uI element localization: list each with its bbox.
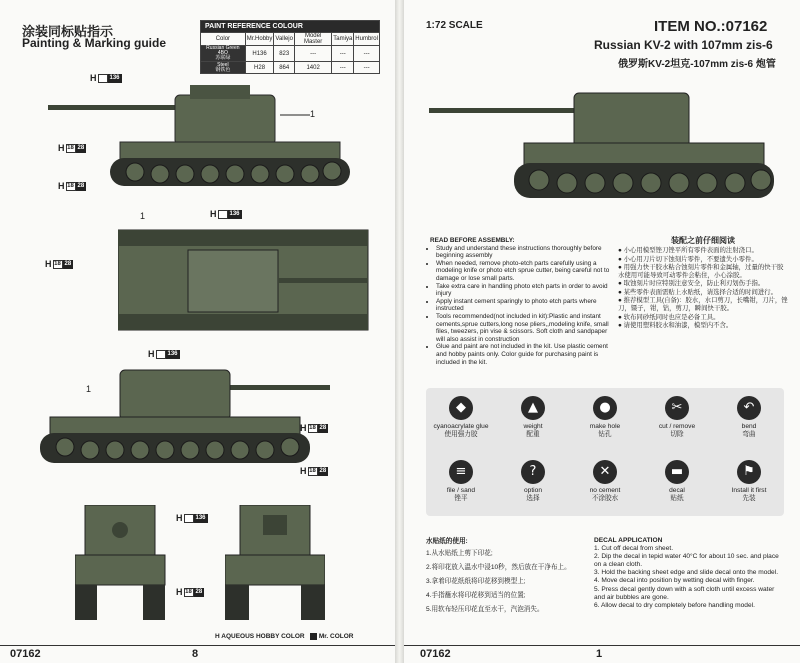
paint-code-cell: H28 (245, 62, 274, 74)
tank-box-art (429, 88, 779, 213)
decal-cn-step: 5.用软布轻压印花直至水干，汽泡消失。 (426, 606, 544, 613)
callout-h18-28: H 18 28 (300, 423, 327, 433)
paint-humbrol-cell: --- (354, 62, 380, 74)
decal-cn-title: 水贴纸的使用: (426, 538, 468, 545)
tank-side-view-left (40, 365, 340, 475)
decal-en-step: 6. Allow decal to dry completely before handling model. (594, 601, 755, 609)
item-number: 07162 (10, 648, 41, 660)
paint-header: Humbrol (354, 33, 380, 46)
callout-h136: H 136 (90, 73, 120, 83)
file-sand-icon: ≡ file / sand 锉平 (426, 460, 496, 503)
read-cn-item: ● 用强力快干胶水粘合蚀刻片零件和金属轴，过量的快干胶水使用可能导致可动零件会粘住，小心涂胶。 (618, 263, 784, 280)
paint-name-cell: Russian Green 4BO 苏联绿 (201, 46, 246, 62)
paint-name-cell: Steel 钢铁色 (201, 62, 246, 74)
tank-rear-view (225, 505, 325, 623)
callout-h18-28-b: H 18 28 (58, 181, 85, 191)
page-number: 8 (192, 648, 199, 660)
read-cn-item: ● 请使用塑料胶水和油漆，模型内不含。 (618, 321, 733, 329)
page-gutter (395, 0, 404, 663)
paint-humbrol-cell: --- (354, 46, 380, 62)
callout-h136: H 136 (176, 513, 206, 523)
painting-title-en: Painting & Marking guide (22, 36, 167, 50)
decal-cn-step: 3.拿着印花纸纸将印花移到模型上; (426, 578, 526, 585)
read-item: • Take extra care in handling photo etch parts in order to avoid injury (436, 283, 615, 298)
decal-en-step: 1. Cut off decal from sheet. (594, 545, 674, 553)
paint-mm-cell: 1402 (294, 62, 331, 74)
decal-instructions-en (594, 537, 786, 610)
callout-one: 1 (140, 211, 146, 221)
decal-cn-step: 4.手指蘸水将印花移到适当的位置; (426, 592, 526, 599)
bend-icon: ↶ bend 弯曲 (714, 396, 784, 439)
item-number-title: ITEM NO.:07162 (654, 18, 768, 35)
read-item: • Tools recommended(not included in kit):Plastic and instant cements,sprue cutters,long nose pliers,,modeling knife, small files, tweezers, pin vise & scissors. Soft cloth and sandpaper will also assist in construction (436, 313, 615, 343)
read-item: • Apply instant cement sparingly to photo etch parts where instructed (436, 298, 615, 313)
paint-code-cell: H136 (245, 46, 274, 62)
paint-mm-cell: --- (294, 46, 331, 62)
read-cn-item: ● 取蚀刻片时应特别注意安全，防止利刃划伤手指。 (618, 280, 765, 288)
read-item: • When needed, remove photo-etch parts carefully using a modeling knife or photo etch sprue cutter, being careful not to damage or lose small parts. (436, 260, 615, 283)
callout-h18-28: H 18 28 (58, 143, 85, 153)
callout-h136: H 136 (210, 209, 240, 219)
install-first-icon: ⚑ Install it first 先装 (714, 460, 784, 503)
make-hole-icon: ● make hole 钻孔 (570, 396, 640, 439)
page-number: 1 (596, 648, 603, 660)
footer-rule (404, 645, 800, 646)
paint-vallejo-cell: 864 (274, 62, 295, 74)
read-cn-item: ● 推荐模型工具(自备)：胶水，水口剪刀，长嘴钳，刀片，锉刀，镊子，钳，钻，剪刀，瞬间快干胶。 (618, 297, 788, 313)
read-cn-item: ● 某些零件表面需贴上水贴纸，请选择合适的时间进行。 (618, 288, 778, 296)
symbol-legend-panel (426, 388, 784, 516)
decal-instructions-cn (426, 537, 586, 614)
tank-top-view (118, 220, 378, 340)
item-number: 07162 (420, 648, 451, 660)
decal-cn-step: 1.从水贴纸上剪下印花; (426, 550, 493, 557)
paint-tamiya-cell: --- (332, 62, 354, 74)
decal-en-step: 5. Press decal gently down with a soft cloth until excess water and air bubbles are gone. (594, 585, 775, 601)
cut-remove-icon: ✂ cut / remove 切除 (642, 396, 712, 439)
tank-side-view-right (40, 70, 360, 195)
read-cn-item: ● 软布同砂纸同时也应是必备工具。 (618, 313, 720, 321)
decal-icon: ▬ decal 贴纸 (642, 460, 712, 503)
callout-h18-28: H 18 28 (45, 259, 72, 269)
read-before-assembly-cn (618, 237, 788, 330)
no-cement-icon: ✕ no cement 不涂胶水 (570, 460, 640, 503)
decal-en-step: 2. Dip the decal in tepid water 40°C for about 10 sec. and place on a clean cloth. (594, 553, 779, 569)
callout-h136: H 136 (148, 349, 178, 359)
read-title: READ BEFORE ASSEMBLY: (430, 237, 515, 244)
paint-header: Tamiya (332, 33, 354, 46)
option-icon: ? option 选择 (498, 460, 568, 503)
read-cn-item: ● 小心用模型锉刀锉平所有零件表面的注射浇口。 (618, 247, 758, 255)
tank-front-view (75, 505, 175, 623)
read-before-assembly-en (430, 237, 615, 366)
callout-h18-28-b: H 18 28 (300, 466, 327, 476)
weight-icon: ▲ weight 配重 (498, 396, 568, 439)
paint-header: Vallejo (274, 33, 295, 46)
decal-en-step: 4. Move decal into position by wetting decal with finger. (594, 577, 755, 585)
decal-en-step: 3. Hold the backing sheet edge and slide decal onto the model. (594, 569, 779, 577)
paint-table-title: PAINT REFERENCE COLOUR (201, 21, 380, 33)
paint-header: Mr.Hobby (245, 33, 274, 46)
decal-en-title: DECAL APPLICATION (594, 537, 663, 544)
cyanoacrylate-glue-icon: ◆ cyanoacrylate glue 使用强力胶 (426, 396, 496, 439)
callout-one: 1 (86, 384, 92, 394)
callout-h18-28: H 18 28 (176, 587, 203, 597)
read-item: • Study and understand these instructions thoroughly before beginning assembly (436, 245, 615, 260)
callout-one: 1 (310, 109, 316, 119)
painting-title-cn: 涂装同标贴指示 (22, 24, 114, 39)
kit-title-en: Russian KV-2 with 107mm zis-6 (594, 38, 773, 52)
read-cn-title: 装配之前仔细阅读 (671, 236, 735, 245)
paint-header: Model Master (294, 33, 331, 46)
paint-reference-table (200, 20, 380, 74)
read-item: • Glue and paint are not included in the kit. Use plastic cement and hobby paints only. Color guide for purchasing paint is included in the kit. (436, 343, 615, 366)
paint-vallejo-cell: 823 (274, 46, 295, 62)
left-page (0, 0, 395, 663)
paint-header: Color (201, 33, 246, 46)
paint-legend: H AQUEOUS HOBBY COLOR Mr. COLOR (215, 633, 354, 641)
scale-label: 1:72 SCALE (426, 20, 483, 31)
kit-title-cn: 俄罗斯KV-2坦克-107mm zis-6 炮管 (618, 59, 776, 70)
right-page (404, 0, 800, 663)
decal-cn-step: 2.将印花放入温水中浸10秒，然后放在干净布上。 (426, 564, 571, 571)
read-cn-item: ● 小心用刀片切下蚀刻片零件，不要遗失小零件。 (618, 255, 758, 263)
footer-rule (0, 645, 395, 646)
paint-tamiya-cell: --- (332, 46, 354, 62)
